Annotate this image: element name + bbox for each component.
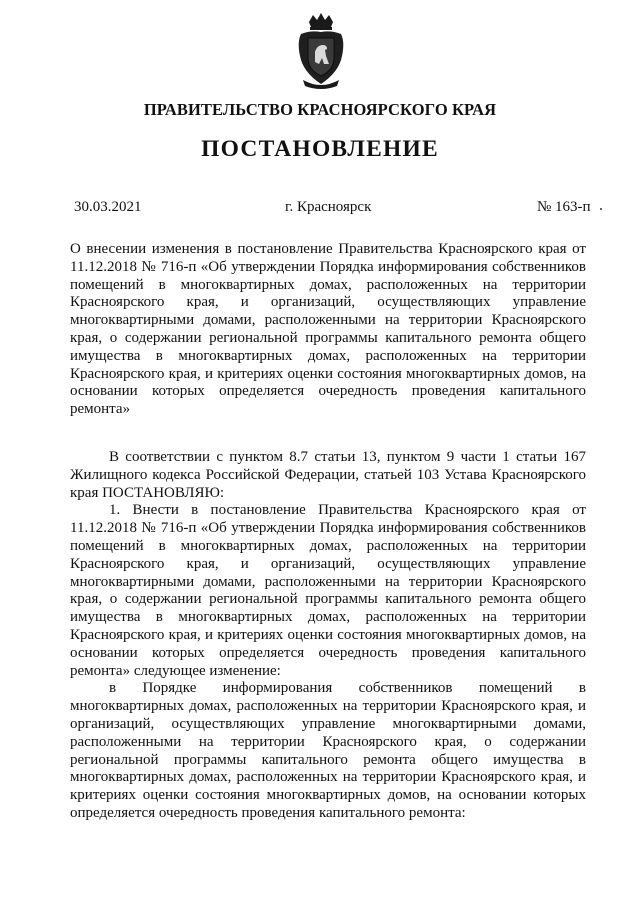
document-city: г. Красноярск [285, 199, 372, 215]
coat-of-arms-icon [293, 12, 349, 90]
margin-dot [600, 208, 602, 210]
paragraph-item-1: 1. Внести в постановление Правительства Красноярского края от 11.12.2018 № 716-п «Об утверждении Порядка информирования собственников помещений в многоквартирных домах, расположенных на территории Красноярского края, и организаций, осуществляющих управление многоквартирными домами, расположенными на территории Красноярского края, о содержании региональной программы капитального ремонта общего имущества в многоквартирных домах, расположенных на территории Красноярского края, и критериях оценки состояния многоквартирных домов, на основании которых определяется очередность проведения капитального ремонта» следующее изменение: [70, 502, 586, 679]
document-number: № 163-п [537, 199, 591, 215]
paragraph-amendment: в Порядке информирования собственников помещений в многоквартирных домах, расположенных на территории Красноярского края, и организаций, осуществляющих управление многоквартирными домами, расположенными на территории Красноярского края, о содержании региональной программы капитального ремонта общего имущества в многоквартирных домах, расположенных на территории Красноярского края, и критериях оценки состояния многоквартирных домов, на основании которых определяется очередность проведения капитального ремонта: [70, 680, 586, 821]
document-title: О внесении изменения в постановление Правительства Красноярского края от 11.12.2018 № 716-п «Об утверждении Порядка информирования собственников помещений в многоквартирных домах, расположенных на территории Красноярского края, и организаций, осуществляющих управление многоквартирными домами, расположенными на территории Красноярского края, о содержании региональной программы капитального ремонта общего имущества в многоквартирных домах, расположенных на территории Красноярского края, и критериях оценки состояния многоквартирных домов, на основании которых определяется очередность проведения капитального ремонта» [70, 241, 586, 418]
document-body [70, 449, 586, 823]
document-type: ПОСТАНОВЛЕНИЕ [201, 136, 439, 162]
document-date: 30.03.2021 [74, 199, 142, 215]
paragraph-preamble: В соответствии с пунктом 8.7 статьи 13, пунктом 9 части 1 статьи 167 Жилищного кодекса Российской Федерации, статьей 103 Устава Красноярского края ПОСТАНОВЛЯЮ: [70, 449, 586, 501]
organization-name: ПРАВИТЕЛЬСТВО КРАСНОЯРСКОГО КРАЯ [143, 100, 497, 119]
